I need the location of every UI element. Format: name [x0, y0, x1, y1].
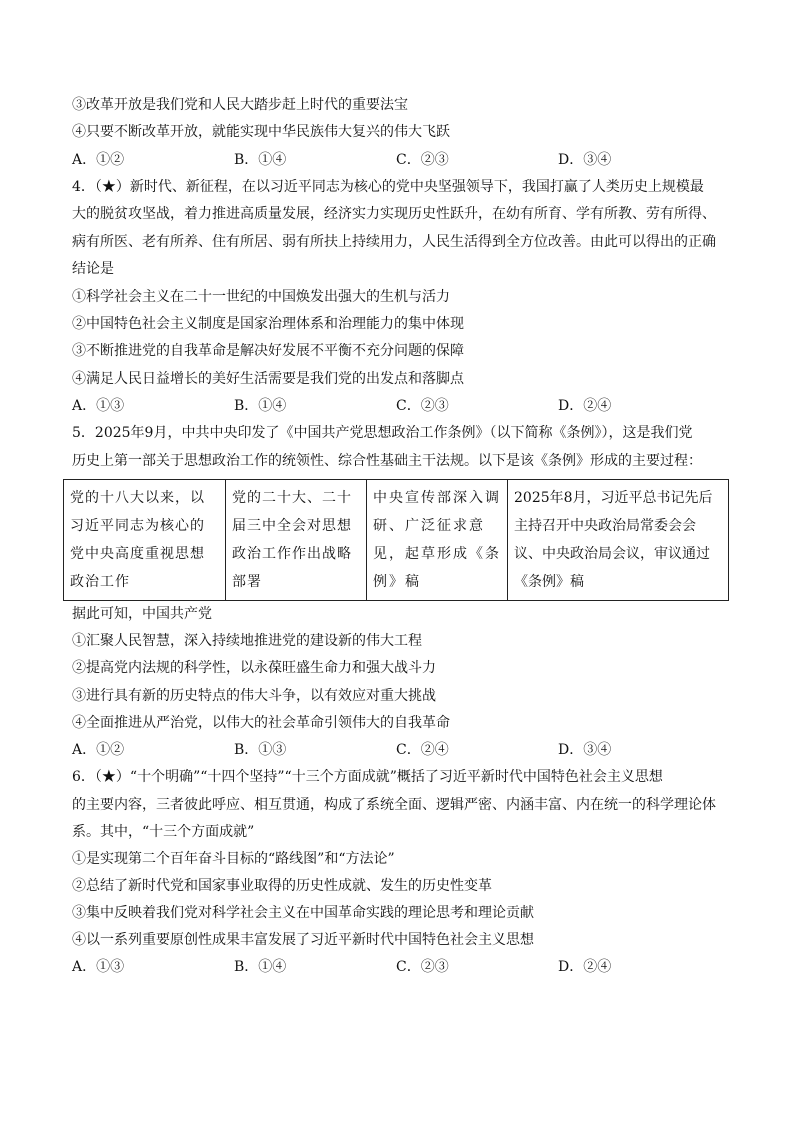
- option-a[interactable]: A．①②: [72, 152, 125, 168]
- option-d[interactable]: D．③④: [558, 152, 612, 168]
- q4-stem-line-1: 4．（★）新时代、新征程，在以习近平同志为核心的党中央坚强领导下，我国打赢了人类历史上规模最: [72, 179, 704, 195]
- q4-stem-line-4: 结论是: [72, 261, 114, 277]
- q4-stem-line-3: 病有所医、老有所养、住有所居、弱有所扶上持续用力，人民生活得到全方位改善。由此可以得出的正确: [72, 234, 716, 250]
- q6-item-4: ④以一系列重要原创性成果丰富发展了习近平新时代中国特色社会主义思想: [72, 932, 534, 948]
- option-b[interactable]: B．①④: [234, 398, 287, 414]
- q5-item-3: ③进行具有新的历史特点的伟大斗争，以有效应对重大挑战: [72, 688, 436, 704]
- process-step-4: 2025年8月，习近平总书记先后主持召开中央政治局常委会会议、中央政治局会议，审议通过《条例》稿: [514, 490, 713, 590]
- q4-stem-line-2: 大的脱贫攻坚战，着力推进高质量发展，经济实力实现历史性跃升，在幼有所育、学有所教、劳有所得、: [72, 206, 716, 222]
- option-d[interactable]: D．③④: [558, 742, 612, 758]
- q6-item-3: ③集中反映着我们党对科学社会主义在中国革命实践的理论思考和理论贡献: [72, 905, 534, 921]
- option-b[interactable]: B．①③: [234, 742, 287, 758]
- q5-item-1: ①汇聚人民智慧，深入持续地推进党的建设新的伟大工程: [72, 633, 422, 649]
- q-prev-options: [72, 150, 732, 170]
- option-d[interactable]: D．②④: [558, 398, 612, 414]
- option-c[interactable]: C．②③: [396, 959, 449, 975]
- q6-item-1: ①是实现第二个百年奋斗目标的“路线图”和“方法论”: [72, 851, 395, 867]
- process-step-2: 党的二十大、二十届三中全会对思想政治工作作出战略部署: [226, 480, 367, 600]
- q5-stem-line-1: 5．2025年9月，中共中央印发了《中国共产党思想政治工作条例》（以下简称《条例》），这是我们党: [72, 425, 693, 441]
- process-step-3: 中央宣传部深入调研、广泛征求意见，起草形成《条例》稿: [367, 480, 508, 600]
- q6-stem-line-3: 系。其中，“十三个方面成就”: [72, 824, 255, 840]
- option-a[interactable]: A．①②: [72, 742, 125, 758]
- q4-item-1: ①科学社会主义在二十一世纪的中国焕发出强大的生机与活力: [72, 289, 450, 305]
- q5-item-4: ④全面推进从严治党，以伟大的社会革命引领伟大的自我革命: [72, 715, 450, 731]
- option-a[interactable]: A．①③: [72, 398, 125, 414]
- q5-stem-line-2: 历史上第一部关于思想政治工作的统领性、综合性基础主干法规。以下是该《条例》形成的主要过程：: [72, 453, 702, 469]
- option-c[interactable]: C．②③: [396, 152, 449, 168]
- q-prev-item-3: ③改革开放是我们党和人民大踏步赶上时代的重要法宝: [72, 97, 408, 113]
- q6-options: [72, 957, 732, 977]
- q4-item-3: ③不断推进党的自我革命是解决好发展不平衡不充分问题的保障: [72, 343, 464, 359]
- q4-item-4: ④满足人民日益增长的美好生活需要是我们党的出发点和落脚点: [72, 371, 464, 387]
- q5-process-table: [63, 479, 729, 601]
- process-step-1: 党的十八大以来，以习近平同志为核心的党中央高度重视思想政治工作: [64, 480, 226, 600]
- q5-options: [72, 740, 732, 760]
- q6-item-2: ②总结了新时代党和国家事业取得的历史性成就、发生的历史性变革: [72, 878, 492, 894]
- q5-item-2: ②提高党内法规的科学性，以永葆旺盛生命力和强大战斗力: [72, 660, 436, 676]
- option-c[interactable]: C．②④: [396, 742, 449, 758]
- option-b[interactable]: B．①④: [234, 152, 287, 168]
- q-prev-item-4: ④只要不断改革开放，就能实现中华民族伟大复兴的伟大飞跃: [72, 124, 450, 140]
- option-d[interactable]: D．②④: [558, 959, 612, 975]
- q4-options: [72, 396, 732, 416]
- option-a[interactable]: A．①③: [72, 959, 125, 975]
- q6-stem-line-1: 6．（★）“十个明确”“十四个坚持”“十三个方面成就”概括了习近平新时代中国特色社会主义思想: [72, 769, 663, 785]
- option-c[interactable]: C．②③: [396, 398, 449, 414]
- q5-stem-conclusion: 据此可知，中国共产党: [72, 606, 212, 622]
- q4-item-2: ②中国特色社会主义制度是国家治理体系和治理能力的集中体现: [72, 316, 464, 332]
- q6-stem-line-2: 的主要内容，三者彼此呼应、相互贯通，构成了系统全面、逻辑严密、内涵丰富、内在统一的科学理论体: [72, 797, 716, 813]
- option-b[interactable]: B．①④: [234, 959, 287, 975]
